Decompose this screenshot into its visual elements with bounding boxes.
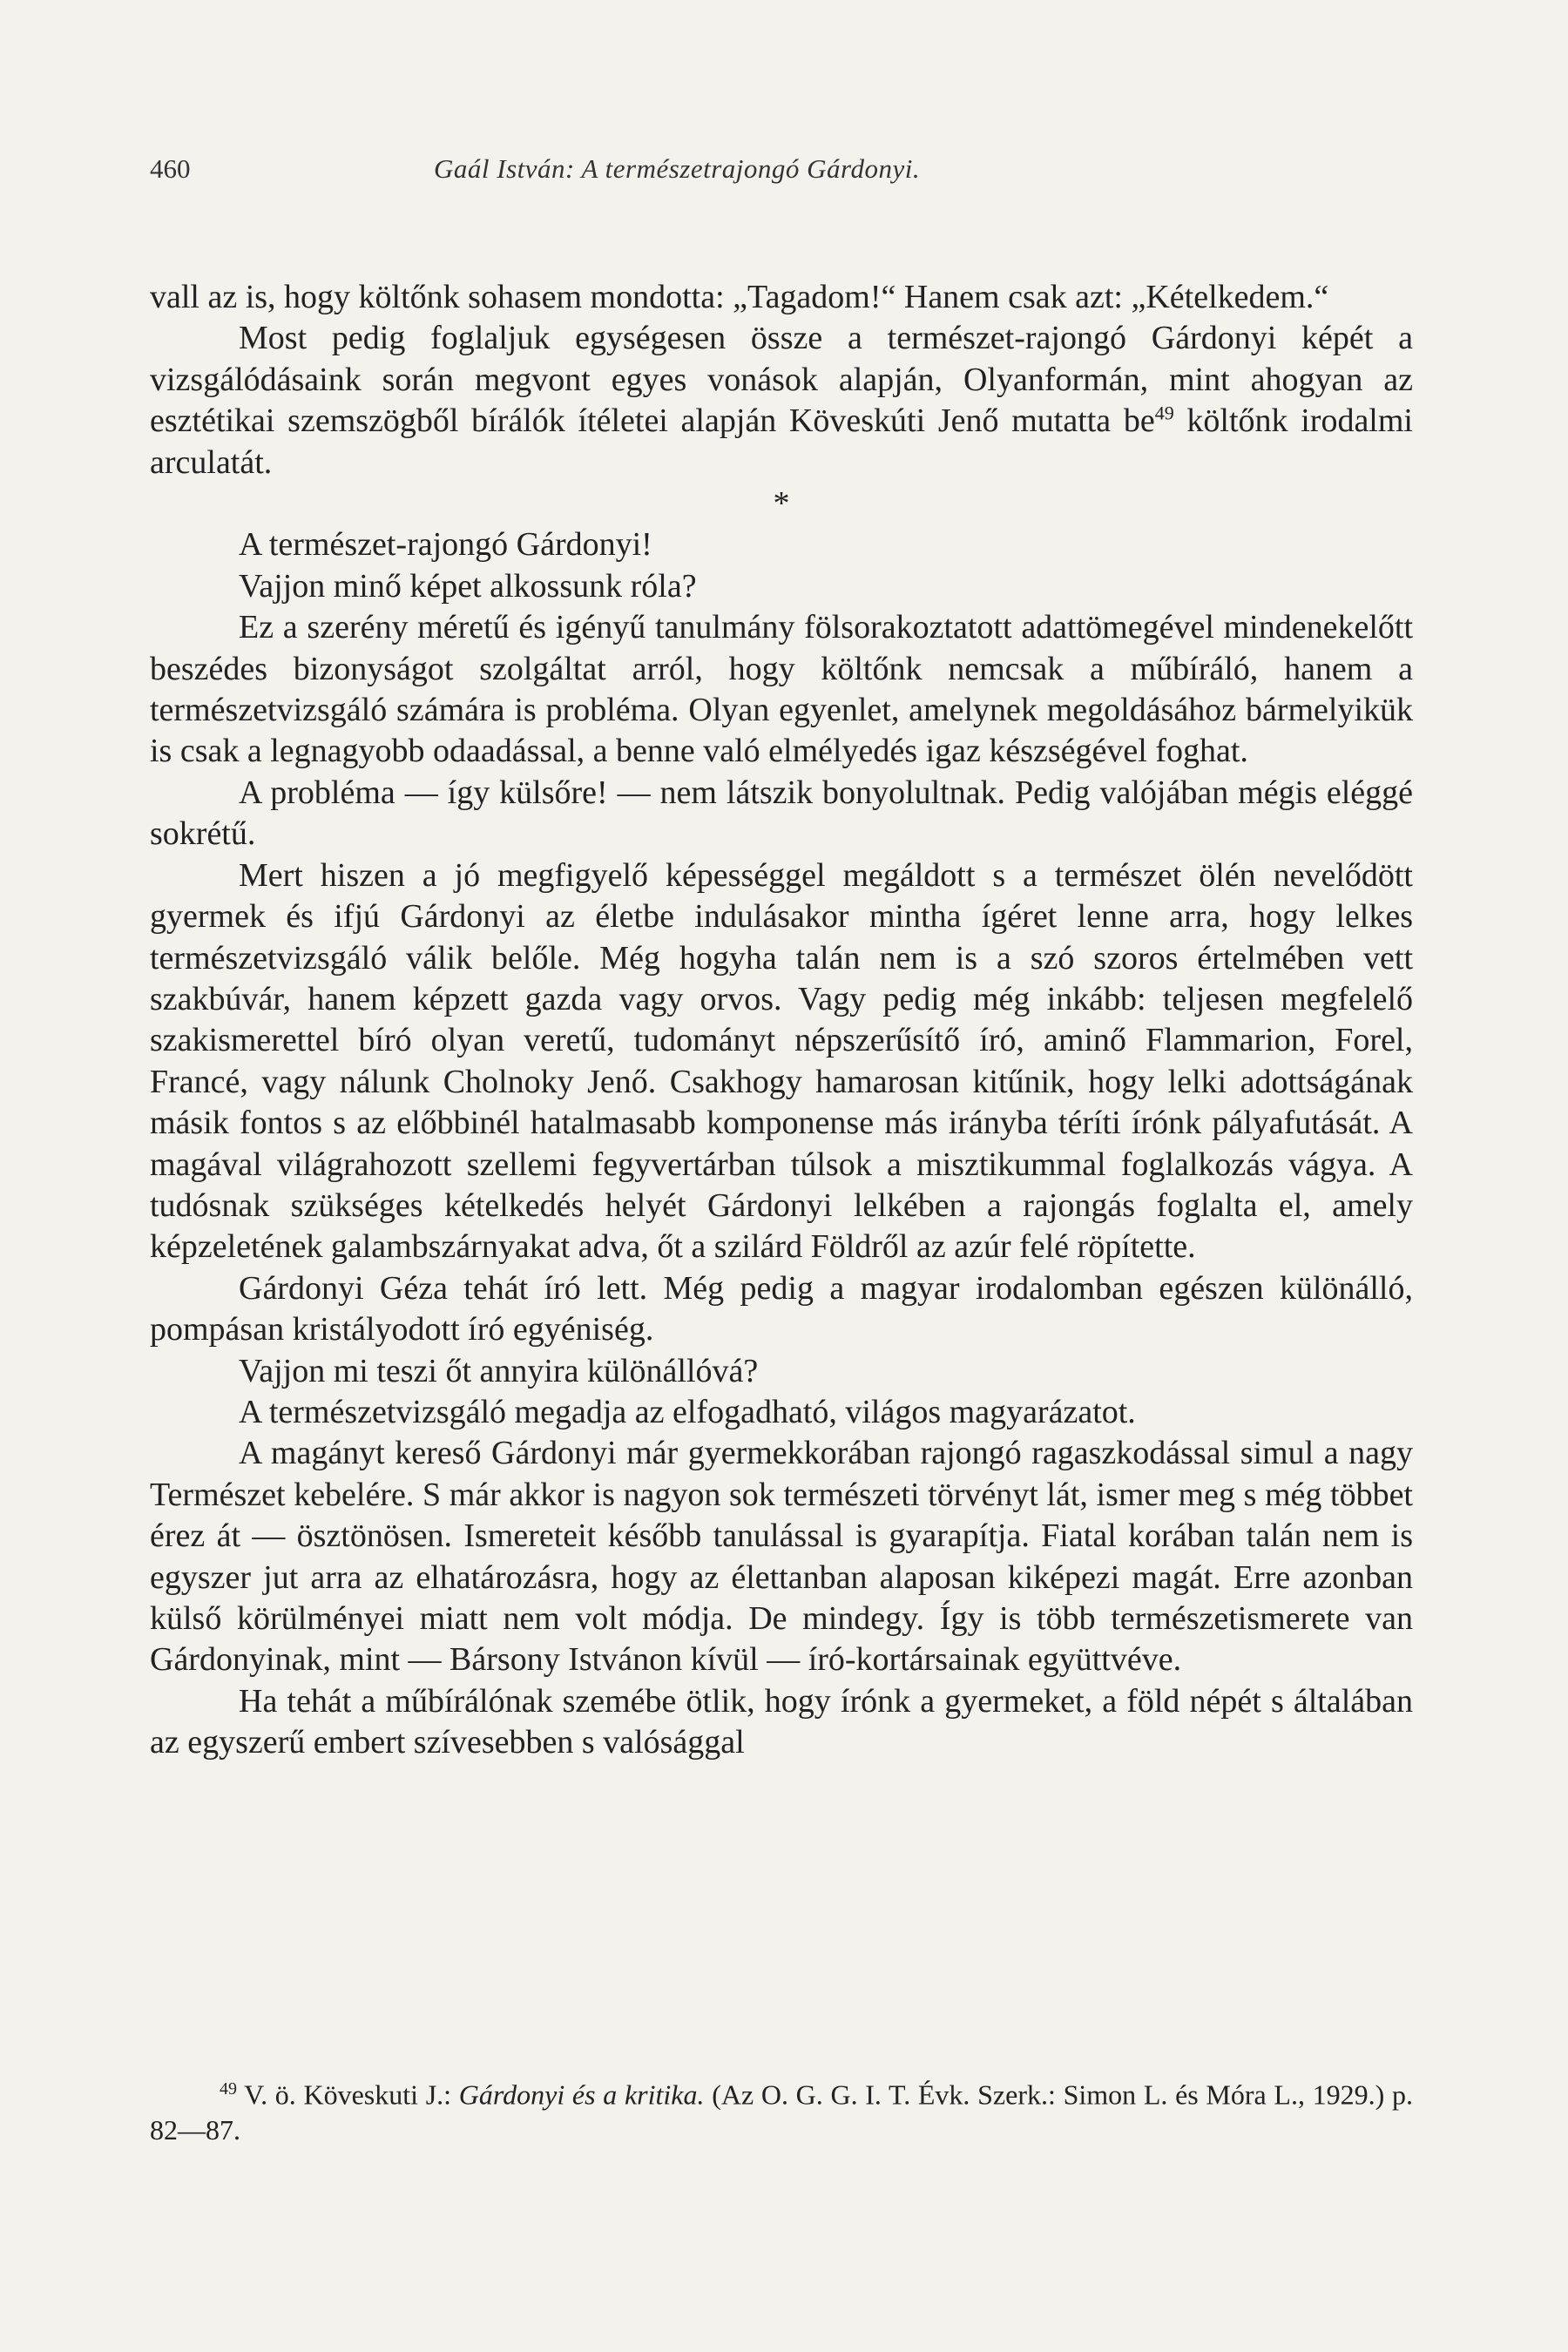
paragraph-6: A probléma — így külsőre! — nem látszik bonyolultnak. Pedig valójában mégis eléggé sokrétű. xyxy=(150,774,1413,853)
footnote-title: Gárdonyi és a kritika. xyxy=(458,2078,705,2111)
footnote-text-tail: (Az O. G. G. I. T. Évk. Szerk.: Simon L. és Móra L., 1929.) p. 82—87. xyxy=(150,2078,1414,2146)
footnotes xyxy=(150,2072,1413,2147)
footnote-49 xyxy=(150,2072,1413,2147)
paragraph-2-tail: költőnk irodalmi arculatát. xyxy=(150,402,1413,481)
paragraph-4: Vajjon minő képet alkossunk róla? xyxy=(239,567,697,605)
paragraph-8: Gárdonyi Géza tehát író lett. Még pedig a magyar irodalomban egészen különálló, pompásan kristályodott író egyéniség. xyxy=(150,1269,1413,1348)
paragraph-3: A természet-rajongó Gárdonyi! xyxy=(239,526,652,564)
body-text xyxy=(150,277,1413,1764)
paragraph-2-text: Most pedig foglaljuk egységesen össze a természet-rajongó Gárdonyi képét a vizsgálódásaink során megvont egyes vonások alapján, Olyanformán, mint ahogyan az esztétikai szemszögből bírálók ítéletei alapján Köveskúti Jenő mutatta be xyxy=(150,320,1413,440)
footnote-text: V. ö. Köveskuti J.: xyxy=(237,2078,459,2111)
section-separator: * xyxy=(773,485,790,523)
paragraph-7: Mert hiszen a jó megfigyelő képességgel megáldott s a természet ölén nevelődött gyermek és ifjú Gárdonyi az életbe indulásakor mintha ígéret lenne arra, hogy lelkes természetvizsgáló válik belőle. Még hogyha talán nem is a szó szoros értelmében vett szakbúvár, hanem képzett gazda vagy orvos. Vagy pedig még inkább: teljesen megfelelő szakismerettel bíró olyan veretű, tudományt népszerűsítő író, aminő Flammarion, Forel, Francé, vagy nálunk Cholnoky Jenő. Csakhogy hamarosan kitűnik, hogy lelki adottságának másik fontos s az előbbinél hatalmasabb komponense más irányba téríti írónk pályafutását. A magával világrahozott szellemi fegyvertárban túlsok a misztikummal foglalkozás vágya. A tudósnak szükséges kételkedés helyét Gárdonyi lelkében a rajongás foglalta el, amely képzeletének galambszárnyakat adva, őt a szilárd Földről az azúr felé röpítette. xyxy=(150,856,1413,1266)
paragraph-5: Ez a szerény méretű és igényű tanulmány fölsorakoztatott adattömegével mindenekelőtt beszédes bizonyságot szolgáltat arról, hogy költőnk nemcsak a műbíráló, hanem a természetvizsgáló számára is probléma. Olyan egyenlet, amelynek megoldásához bármelyikük is csak a legnagyobb odaadással, a benne való elmélyedés igaz készségével foghat. xyxy=(150,609,1413,770)
paragraph-2 xyxy=(150,318,1413,483)
paragraph-9: Vajjon mi teszi őt annyira különállóvá? xyxy=(239,1352,759,1389)
paragraph-11: A magányt kereső Gárdonyi már gyermekkorában rajongó ragaszkodással simul a nagy Természet kebelére. S már akkor is nagyon sok természeti törvényt lát, ismer meg s még többet érez át — ösztönösen. Ismereteit később tanulással is gyarapítja. Fiatal korában talán nem is egyszer jut arra az elhatározásra, hogy az élettanban alaposan kiképezi magát. Erre azonban külső körülményei miatt nem volt módja. De mindegy. Így is több természetismerete van Gárdonyinak, mint — Bársony Istvánon kívül — író-kortársainak együttvéve. xyxy=(150,1435,1413,1679)
footnote-ref-49: 49 xyxy=(1154,402,1174,424)
paragraph-12: Ha tehát a műbírálónak szemébe ötlik, hogy írónk a gyermeket, a föld népét s általában az egyszerű embert szívesebben s valósággal xyxy=(150,1682,1413,1761)
footnote-number: 49 xyxy=(220,2079,237,2099)
paragraph-10: A természetvizsgáló megadja az elfogadható, világos magyarázatot. xyxy=(239,1393,1136,1430)
paragraph-1: vall az is, hogy költőnk sohasem mondotta: „Tagadom!“ Hanem csak azt: „Kételkedem.“ xyxy=(150,279,1329,315)
page-number: 460 xyxy=(150,153,191,184)
running-head: Gaál István: A természetrajongó Gárdonyi. xyxy=(434,153,921,184)
